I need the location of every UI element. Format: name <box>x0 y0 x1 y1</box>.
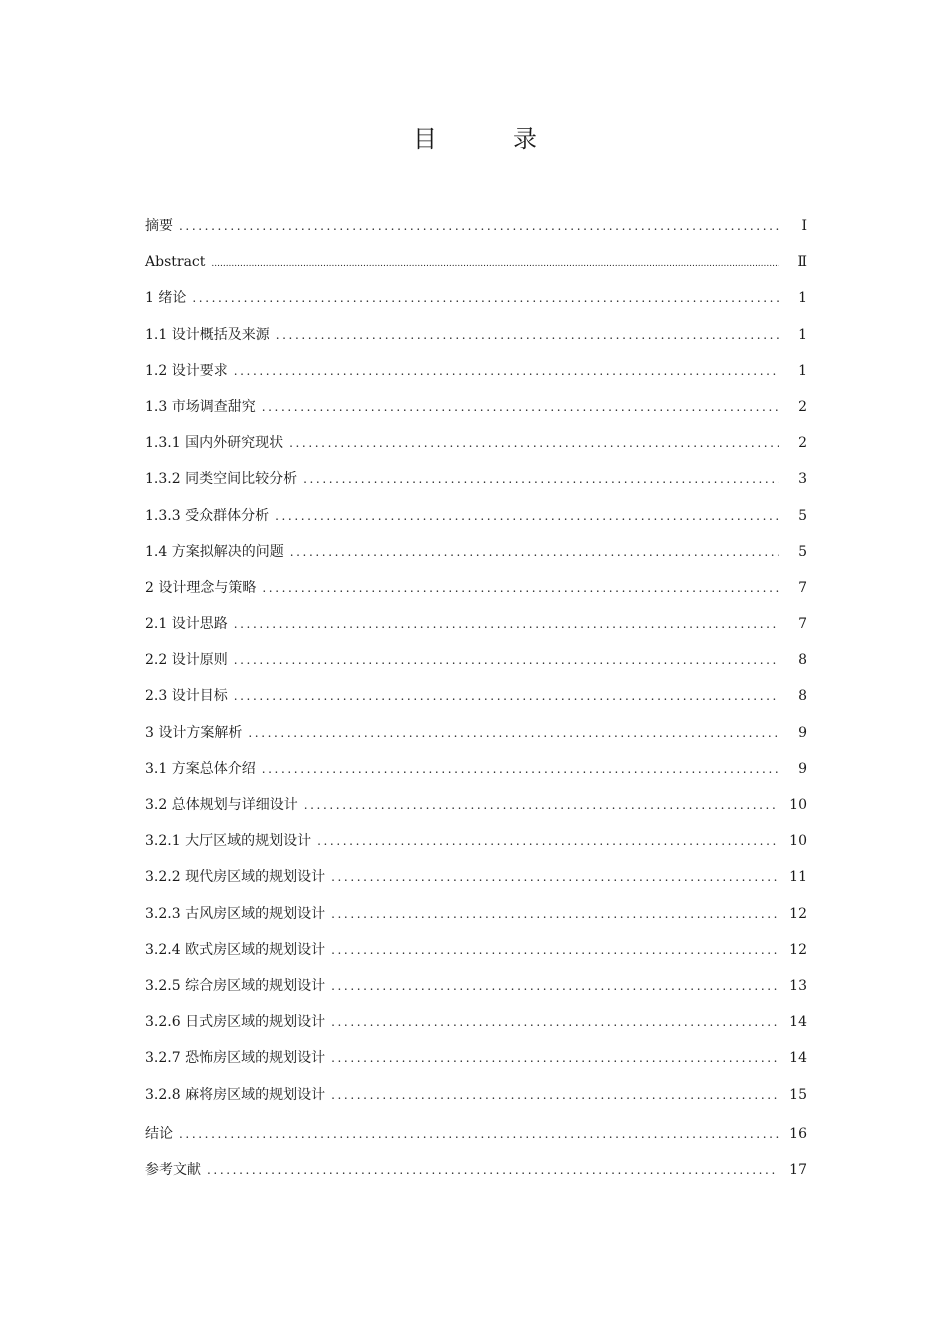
toc-entry-page: Ⅱ <box>797 254 807 271</box>
dot-leader <box>207 1152 779 1188</box>
toc-entry-page: 12 <box>789 905 807 922</box>
toc-entry-abstract-cn[interactable] <box>145 208 807 244</box>
toc-entry-label: 2.3 设计目标 <box>145 688 228 705</box>
toc-entry-page: 8 <box>798 652 807 669</box>
toc-entry-1-3-3[interactable] <box>145 498 807 534</box>
dot-leader <box>331 896 779 932</box>
toc-entry-page: 2 <box>798 398 807 415</box>
toc-entry-label: 3.2.7 恐怖房区域的规划设计 <box>145 1050 326 1067</box>
toc-entry-3[interactable] <box>145 715 807 751</box>
toc-entry-label: 1.2 设计要求 <box>145 362 228 379</box>
toc-title: 目 录 <box>413 125 563 153</box>
dot-leader <box>331 859 779 895</box>
dot-leader <box>192 280 779 316</box>
toc-entry-3-2-5[interactable] <box>145 968 807 1004</box>
toc-entry-1-3-1[interactable] <box>145 425 807 461</box>
toc-entry-label: 3.2.5 综合房区域的规划设计 <box>145 977 326 994</box>
toc-entry-page: 10 <box>789 833 807 850</box>
toc-entry-1[interactable] <box>145 280 807 316</box>
toc-entry-page: 5 <box>798 507 807 524</box>
toc-entry-3-2-6[interactable] <box>145 1004 807 1040</box>
toc-entry-page: 3 <box>798 471 807 488</box>
toc-entry-label: 3.2.2 现代房区域的规划设计 <box>145 869 326 886</box>
toc-entry-label: 1.3.2 同类空间比较分析 <box>145 471 298 488</box>
toc-entry-page: 9 <box>798 760 807 777</box>
dot-leader <box>248 715 779 751</box>
dot-leader <box>289 425 779 461</box>
dot-leader <box>234 606 779 642</box>
dot-leader <box>317 823 779 859</box>
dot-leader <box>303 461 779 497</box>
toc-entry-page: 14 <box>789 1014 807 1031</box>
dot-leader <box>234 678 779 714</box>
toc-entry-3-2-1[interactable] <box>145 823 807 859</box>
toc-entry-page: 7 <box>798 579 807 596</box>
toc-entry-page: Ⅰ <box>801 218 807 234</box>
toc-entry-page: 1 <box>798 290 807 307</box>
toc-entry-label: 摘要 <box>145 218 173 234</box>
toc-entry-1-3-2[interactable] <box>145 461 807 497</box>
toc-entry-label: 3.2 总体规划与详细设计 <box>145 797 298 813</box>
dot-leader <box>211 246 779 282</box>
toc-entry-page: 8 <box>798 688 807 705</box>
toc-entry-label: 结论 <box>145 1125 173 1142</box>
dot-leader <box>262 570 779 606</box>
toc-entry-page: 11 <box>789 869 807 886</box>
toc-entry-label: 2 设计理念与策略 <box>145 579 257 596</box>
toc-entry-page: 1 <box>798 362 807 379</box>
dot-leader <box>331 932 779 968</box>
toc-entry-page: 9 <box>798 724 807 741</box>
toc-entry-2-2[interactable] <box>145 642 807 678</box>
toc-entry-label: 2.2 设计原则 <box>145 652 228 669</box>
toc-entry-label: 2.1 设计思路 <box>145 616 228 633</box>
toc-entry-3-1[interactable] <box>145 751 807 787</box>
toc-entry-label: 1.3 市场调查甜究 <box>145 398 256 415</box>
toc-entry-page: 16 <box>789 1125 807 1142</box>
toc-entry-page: 17 <box>789 1161 807 1178</box>
toc-list <box>145 208 807 1188</box>
toc-entry-page: 10 <box>789 797 807 813</box>
toc-entry-3-2-3[interactable] <box>145 896 807 932</box>
toc-entry-3-2-4[interactable] <box>145 932 807 968</box>
toc-entry-2[interactable] <box>145 570 807 606</box>
toc-entry-page: 1 <box>798 326 807 343</box>
toc-entry-label: 3.2.1 大厅区域的规划设计 <box>145 833 312 850</box>
toc-entry-references[interactable] <box>145 1152 807 1188</box>
toc-entry-page: 14 <box>789 1050 807 1067</box>
dot-leader <box>234 642 779 678</box>
toc-entry-page: 5 <box>798 543 807 560</box>
toc-entry-label: 3 设计方案解析 <box>145 724 243 741</box>
dot-leader <box>179 1116 779 1152</box>
dot-leader <box>304 787 779 823</box>
toc-entry-label: 3.2.3 古风房区域的规划设计 <box>145 905 326 922</box>
toc-entry-page: 2 <box>798 435 807 452</box>
toc-entry-label: 1.1 设计概括及来源 <box>145 326 270 343</box>
dot-leader <box>234 353 779 389</box>
toc-entry-label: 1.4 方案拟解决的问题 <box>145 543 284 560</box>
toc-entry-abstract-en[interactable] <box>145 244 807 280</box>
toc-entry-3-2-8[interactable] <box>145 1077 807 1113</box>
toc-entry-label: 1.3.3 受众群体分析 <box>145 507 270 524</box>
dot-leader <box>331 968 779 1004</box>
toc-entry-page: 13 <box>789 977 807 994</box>
dot-leader <box>331 1004 779 1040</box>
dot-leader <box>262 389 779 425</box>
dot-leader <box>262 751 779 787</box>
toc-entry-label: 1.3.1 国内外研究现状 <box>145 435 284 452</box>
toc-entry-1-4[interactable] <box>145 534 807 570</box>
toc-entry-1-3[interactable] <box>145 389 807 425</box>
dot-leader <box>331 1077 779 1113</box>
dot-leader <box>276 317 779 353</box>
dot-leader <box>275 498 779 534</box>
toc-entry-label: 1 绪论 <box>145 290 187 307</box>
toc-entry-page: 12 <box>789 941 807 958</box>
toc-entry-3-2[interactable] <box>145 787 807 823</box>
toc-entry-page: 15 <box>789 1086 807 1103</box>
toc-entry-3-2-7[interactable] <box>145 1040 807 1076</box>
dot-leader <box>290 534 779 570</box>
dot-leader <box>179 208 779 244</box>
toc-entry-label: 3.2.8 麻将房区域的规划设计 <box>145 1086 326 1103</box>
toc-entry-label: 3.2.4 欧式房区域的规划设计 <box>145 941 326 958</box>
toc-entry-page: 7 <box>798 616 807 633</box>
toc-entry-1-1[interactable] <box>145 317 807 353</box>
toc-entry-label: 3.2.6 日式房区域的规划设计 <box>145 1014 326 1031</box>
dot-leader <box>331 1040 779 1076</box>
toc-entry-label: 3.1 方案总体介绍 <box>145 760 256 777</box>
toc-entry-conclusion[interactable] <box>145 1116 807 1152</box>
toc-entry-2-3[interactable] <box>145 678 807 714</box>
toc-entry-label: 参考文献 <box>145 1161 201 1178</box>
toc-entry-2-1[interactable] <box>145 606 807 642</box>
toc-entry-1-2[interactable] <box>145 353 807 389</box>
toc-entry-3-2-2[interactable] <box>145 859 807 895</box>
toc-entry-label: Abstract <box>145 254 206 271</box>
